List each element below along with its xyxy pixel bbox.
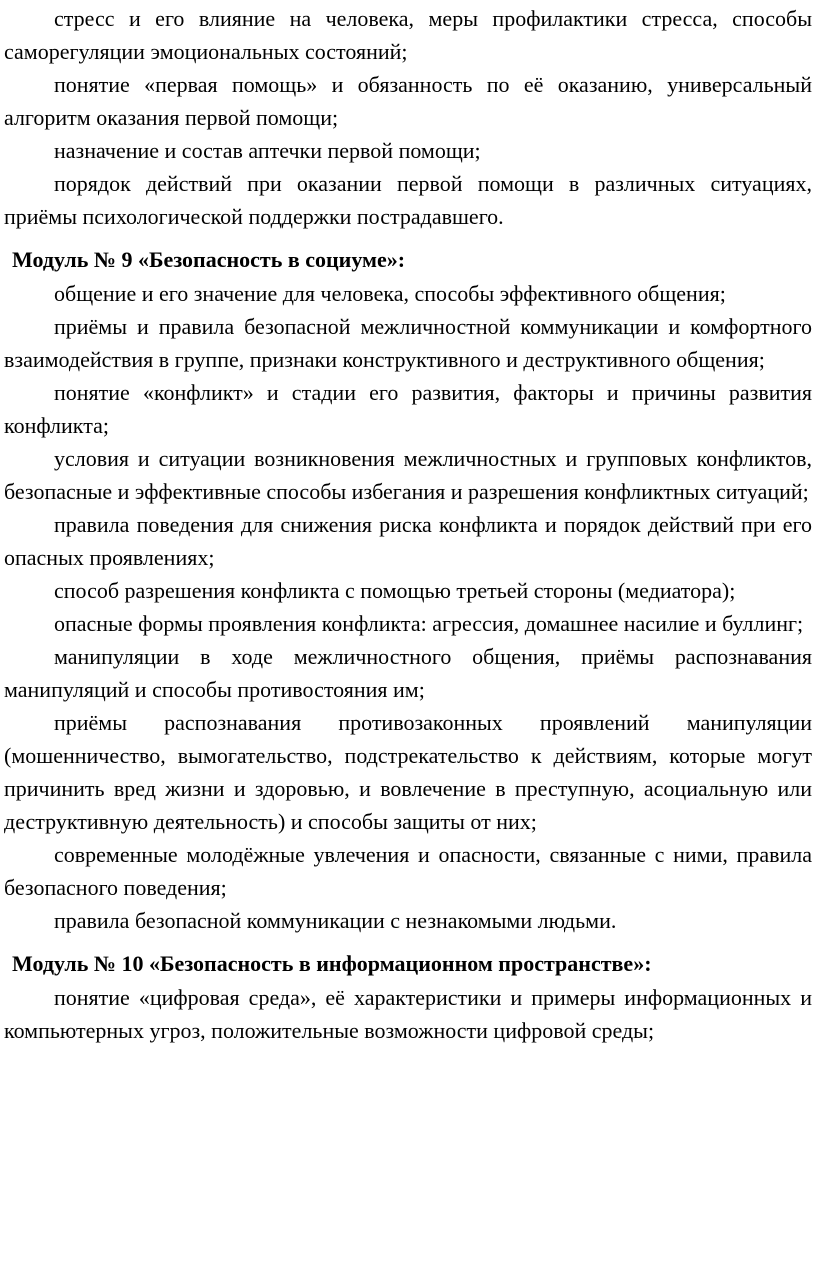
module-9-item-conflict-conditions: условия и ситуации возникновения межличностных и групповых конфликтов, безопасные и эффективные способы избегания и разрешения конфликтных ситуаций; [4,446,812,504]
intro-item-first-aid-concept: понятие «первая помощь» и обязанность по её оказанию, универсальный алгоритм оказания первой помощи; [4,72,812,130]
module-9-heading: Модуль № 9 «Безопасность в социуме»: [12,247,406,272]
module-10-item-digital-environment: понятие «цифровая среда», её характеристики и примеры информационных и компьютерных угроз, положительные возможности цифровой среды; [4,985,812,1043]
module-9-item-strangers: правила безопасной коммуникации с незнакомыми людьми. [54,908,617,933]
module-9-item-communication: общение и его значение для человека, способы эффективного общения; [54,281,726,306]
module-9-item-conflict-concept: понятие «конфликт» и стадии его развития, факторы и причины развития конфликта; [4,380,812,438]
module-9-item-illegal-manipulation: приёмы распознавания противозаконных проявлений манипуляции (мошенничество, вымогательство, подстрекательство к действиям, которые могут причинить вред жизни и здоровью, и вовлечение в преступную, асоциальную или деструктивную деятельность) и способы защиты от них; [4,710,812,834]
module-9-item-safe-communication: приёмы и правила безопасной межличностной коммуникации и комфортного взаимодействия в группе, признаки конструктивного и деструктивного общения; [4,314,812,372]
module-9-item-conflict-rules: правила поведения для снижения риска конфликта и порядок действий при его опасных проявлениях; [4,512,812,570]
module-9-item-youth-hobbies: современные молодёжные увлечения и опасности, связанные с ними, правила безопасного поведения; [4,842,812,900]
module-9-item-manipulation: манипуляции в ходе межличностного общения, приёмы распознавания манипуляций и способы противостояния им; [4,644,812,702]
module-10-heading: Модуль № 10 «Безопасность в информационном пространстве»: [12,951,652,976]
intro-item-stress: стресс и его влияние на человека, меры профилактики стресса, способы саморегуляции эмоциональных состояний; [4,6,812,64]
intro-item-first-aid-kit: назначение и состав аптечки первой помощи; [54,138,481,163]
module-9-item-dangerous-forms: опасные формы проявления конфликта: агрессия, домашнее насилие и буллинг; [54,611,804,636]
intro-item-first-aid-procedure: порядок действий при оказании первой помощи в различных ситуациях, приёмы психологической поддержки пострадавшего. [4,171,812,229]
module-9-item-mediator: способ разрешения конфликта с помощью третьей стороны (медиатора); [54,578,736,603]
